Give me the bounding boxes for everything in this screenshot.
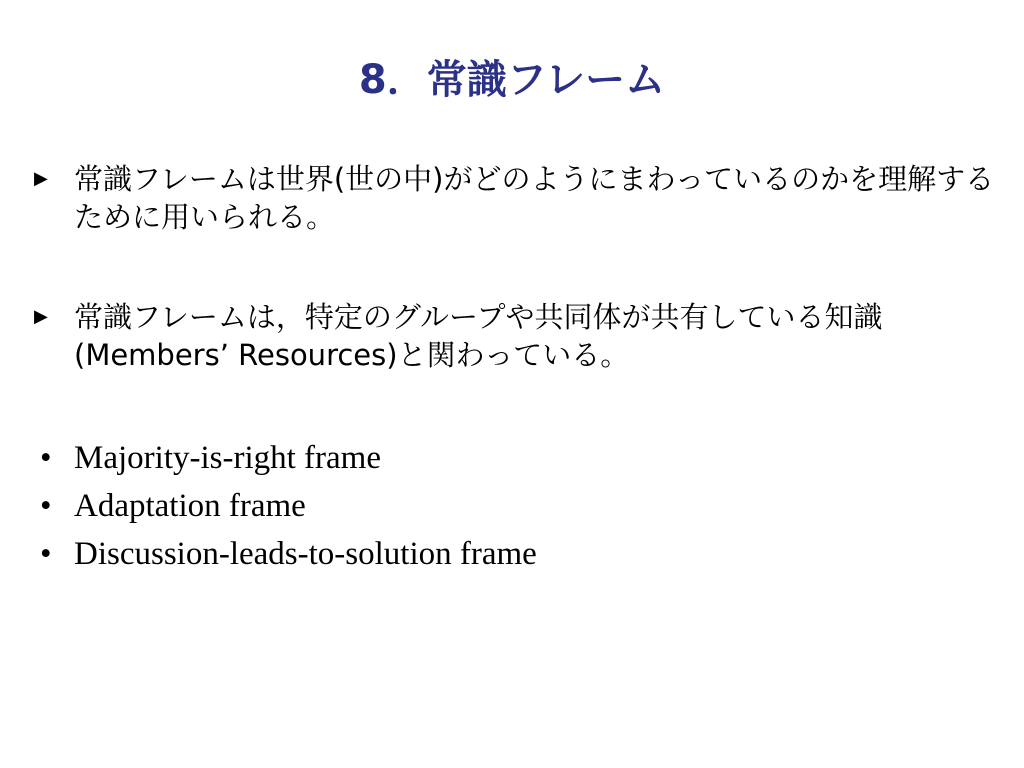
frame-label: Majority-is-right frame [74, 440, 381, 476]
dot-bullet-icon: • [40, 536, 52, 572]
frame-list [34, 434, 537, 578]
frame-list-item [34, 434, 537, 482]
dot-bullet-icon: • [40, 440, 52, 476]
frame-list-item [34, 530, 537, 578]
slide-title: 8．常識フレーム [358, 57, 666, 103]
dot-bullet-icon: • [40, 488, 52, 524]
bullet-text: 常識フレームは世界(世の中)がどのようにまわっているのかを理解するために用いられる。 [74, 162, 995, 234]
frame-label: Adaptation frame [74, 488, 306, 524]
frame-label: Discussion-leads-to-solution frame [74, 536, 537, 572]
bullet-text: 常識フレームは，特定のグループや共同体が共有している知識(Members’ Resources)と関わっている。 [74, 300, 883, 372]
triangle-bullet-icon: ▶ [34, 168, 48, 189]
frame-list-item [34, 482, 537, 530]
triangle-bullet-icon: ▶ [34, 306, 48, 327]
